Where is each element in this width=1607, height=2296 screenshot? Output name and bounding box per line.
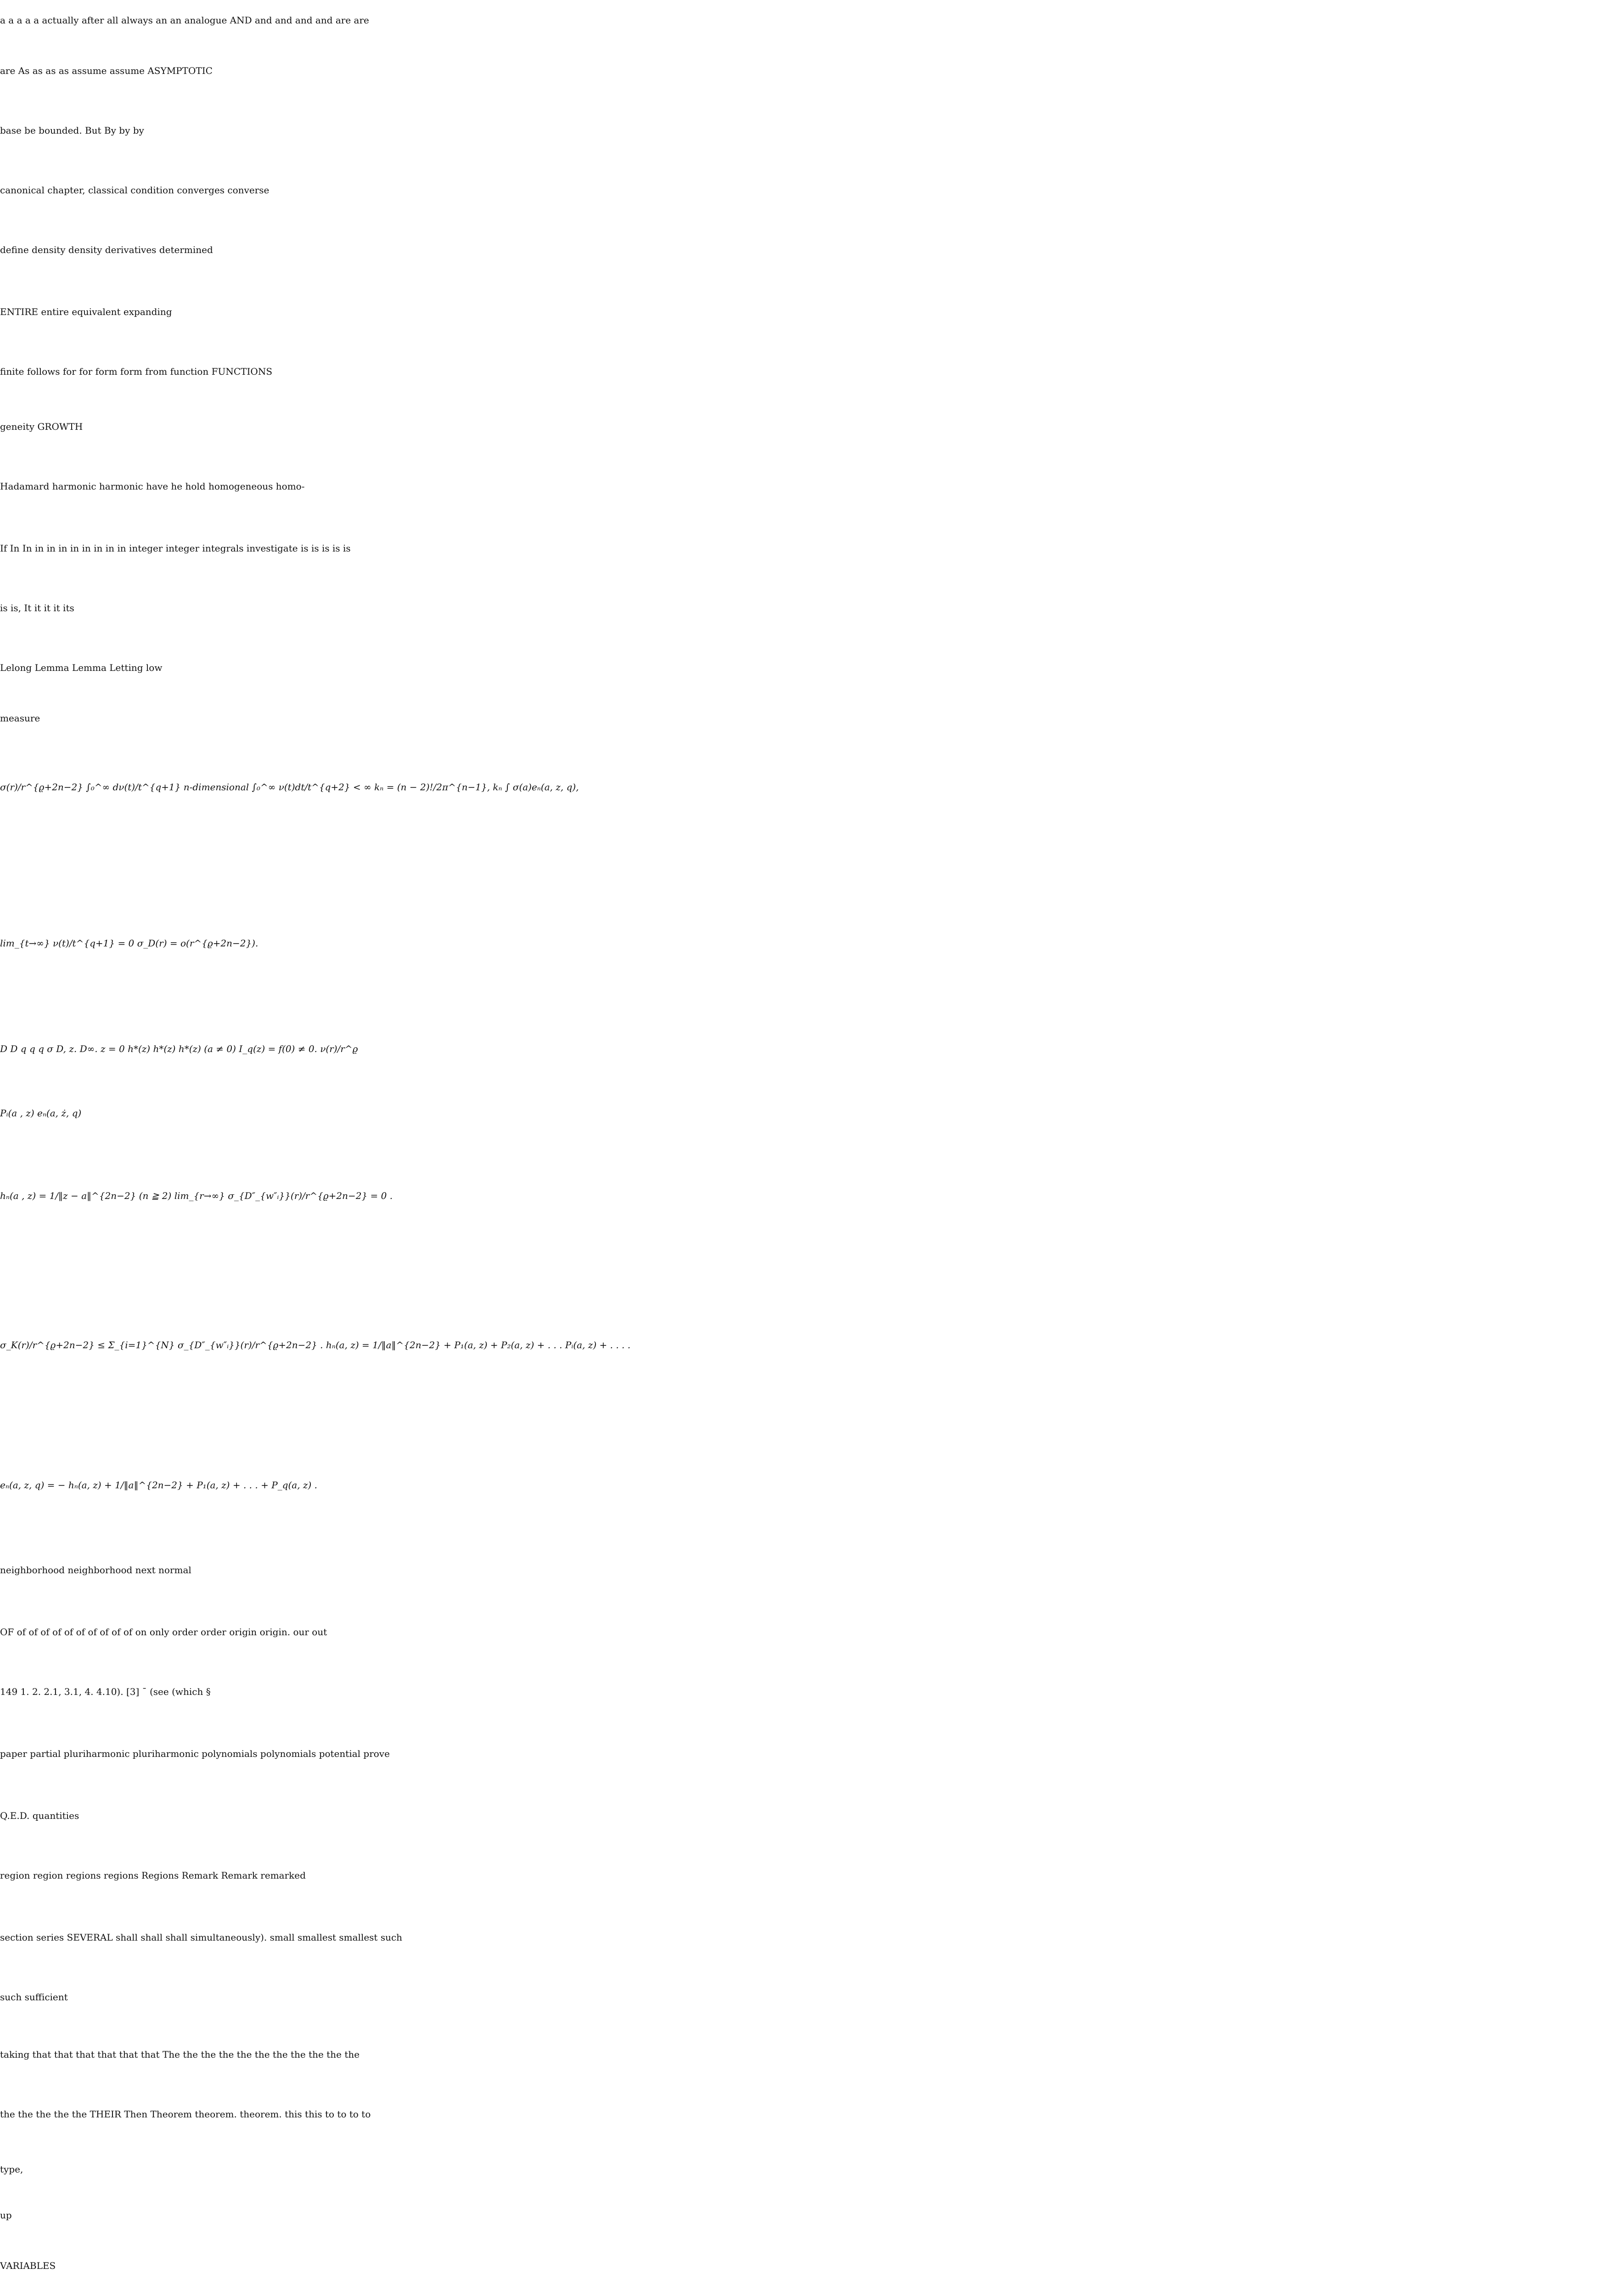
text-line: section series SEVERAL shall shall shall simultaneously). small smallest smallest such [0, 1932, 403, 1943]
text-line: base be bounded. But By by by [0, 125, 144, 136]
text-line: measure [0, 713, 40, 724]
text-line: region region regions regions Regions Remark Remark remarked [0, 1870, 306, 1881]
text-line: OF of of of of of of of of of of on only order order origin origin. our out [0, 1626, 327, 1638]
text-line: a a a a a actually after all always an an analogue AND and and and and are are [0, 15, 369, 26]
text-line: Hadamard harmonic harmonic have he hold homogeneous homo- [0, 481, 305, 492]
text-line: If In In in in in in in in in in integer integer integrals investigate is is is is is [0, 543, 351, 554]
text-line: such sufficient [0, 1992, 68, 2003]
formula-line: eₙ(a, z, q) = − hₙ(a, z) + 1/‖a‖^{2n−2} + P₁(a, z) + . . . + P_q(a, z) . [0, 1480, 317, 1491]
text-line: up [0, 2210, 12, 2221]
text-line: define density density derivatives determined [0, 244, 213, 255]
text-line: Q.E.D. quantities [0, 1810, 79, 1821]
text-line: are As as as as assume assume ASYMPTOTIC [0, 65, 213, 76]
text-line: paper partial pluriharmonic pluriharmonic polynomials polynomials potential prove [0, 1748, 390, 1759]
formula-line: lim_{t→∞} ν(t)/t^{q+1} = 0 σ_D(r) = o(r^{ϱ+2n−2}). [0, 938, 258, 949]
text-line [0, 2289, 1607, 2296]
formula-line: hₙ(a , z) = 1/‖z − a‖^{2n−2} (n ≧ 2) lim_{r→∞} σ_{D″_{w″ᵢ}}(r)/r^{ϱ+2n−2} = 0 . [0, 1190, 393, 1201]
text-line: taking that that that that that that The the the the the the the the the the the [0, 2049, 360, 2060]
text-line: VARIABLES [0, 2260, 56, 2271]
formula-line: D D q q q σ D, z. D∞. z = 0 h*(z) h*(z) h*(z) (a ≠ 0) I_q(z) = f(0) ≠ 0. ν(r)/r^ϱ [0, 1043, 358, 1054]
text-line: geneity GROWTH [0, 421, 83, 432]
text-line: the the the the the THEIR Then Theorem theorem. theorem. this this to to to to [0, 2109, 371, 2120]
text-line: is is, It it it it its [0, 602, 74, 613]
text-line: 149 1. 2. 2.1, 3.1, 4. 4.10). [3] ¯ (see (which § [0, 1686, 211, 1697]
text-line: canonical chapter, classical condition converges converse [0, 185, 270, 196]
formula-line: σ(r)/r^{ϱ+2n−2} ∫₀^∞ dν(t)/t^{q+1} n-dimensional ∫₀^∞ ν(t)dt/t^{q+2} < ∞ kₙ = (n − 2)!/2π^{n−1}, kₙ ∫ σ(a)eₙ(a, z, q), [0, 782, 579, 793]
text-line: type, [0, 2164, 23, 2175]
formula-line: Pᵢ(a , z) eₙ(a, ż, q) [0, 1108, 82, 1119]
text-line: neighborhood neighborhood next normal [0, 1564, 191, 1576]
formula-line: σ_K(r)/r^{ϱ+2n−2} ≤ Σ_{i=1}^{N} σ_{D″_{w″ᵢ}}(r)/r^{ϱ+2n−2} . hₙ(a, z) = 1/‖a‖^{2n−2} + P₁(a, z) + P₂(a, z) + . . . Pᵢ(a, z) + . . . . [0, 1339, 631, 1351]
text-line: ENTIRE entire equivalent expanding [0, 306, 172, 317]
text-line: finite follows for for form form from function FUNCTIONS [0, 366, 273, 377]
text-line: Lelong Lemma Lemma Letting low [0, 662, 163, 673]
